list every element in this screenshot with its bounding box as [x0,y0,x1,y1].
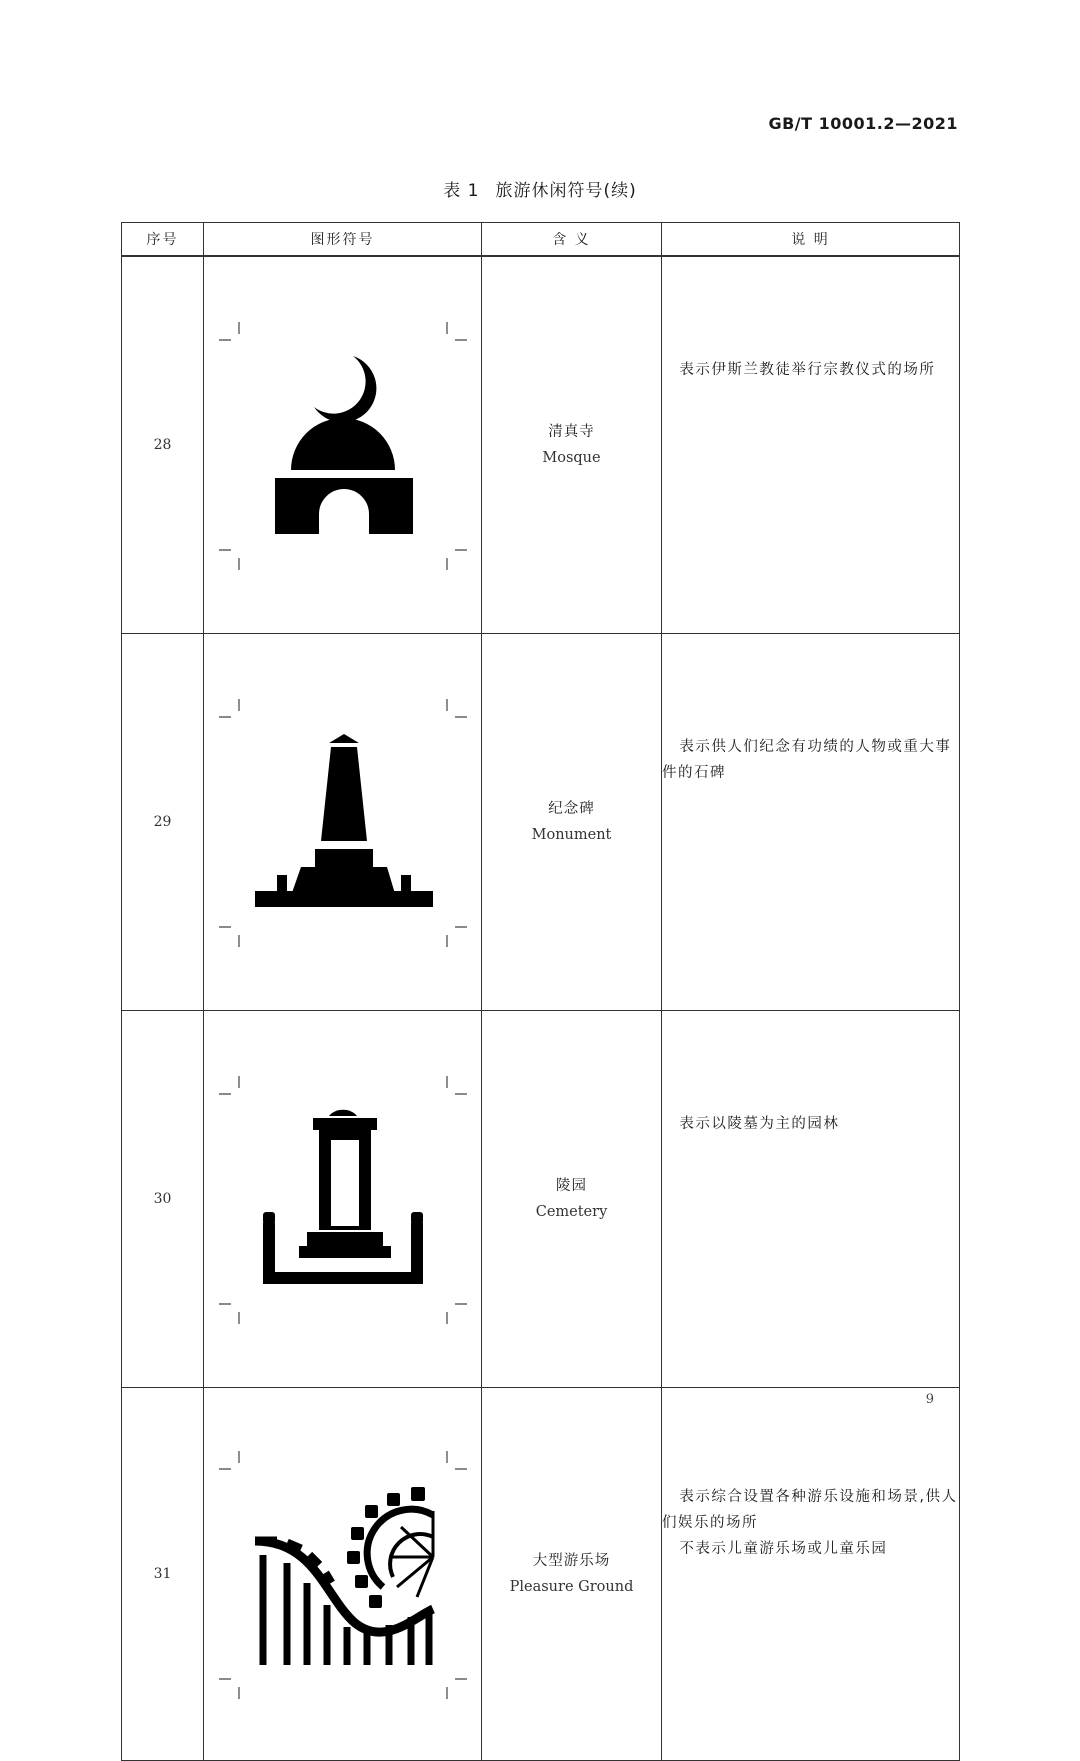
row-graphic [204,1388,482,1761]
monument-icon [205,685,481,959]
description-text: 不表示儿童游乐场或儿童乐园 [679,1541,888,1557]
row-seq: 31 [122,1388,204,1761]
col-header-seq: 序号 [122,223,204,257]
description-text: 表示伊斯兰教徒举行宗教仪式的场所 [679,362,936,378]
meaning-zh: 纪念碑 [548,801,595,817]
row-seq: 28 [122,256,204,634]
table-row [122,634,960,1011]
row-seq: 30 [122,1011,204,1388]
description-text: 表示供人们纪念有功绩的人物或重大事件的石碑 [662,739,952,781]
row-description [662,634,960,1011]
meaning-en: Cemetery [535,1204,608,1220]
meaning-en: Mosque [542,450,601,466]
mosque-icon [205,308,481,582]
row-description [662,1388,960,1761]
cemetery-icon [205,1062,481,1336]
table-number: 表 1 [443,181,480,201]
table-header-row [122,223,960,257]
row-description [662,256,960,634]
description-text: 表示综合设置各种游乐设施和场景,供人们娱乐的场所 [662,1489,958,1531]
meaning-en: Pleasure Ground [509,1579,634,1595]
table-title-text: 旅游休闲符号(续) [495,181,637,201]
row-meaning [482,1011,662,1388]
table-title [0,176,1080,201]
meaning-zh: 陵园 [556,1178,587,1194]
description-text: 表示以陵墓为主的园林 [679,1116,840,1132]
meaning-en: Monument [531,827,612,843]
meaning-zh: 清真寺 [548,424,595,440]
row-graphic [204,1011,482,1388]
row-seq: 29 [122,634,204,1011]
col-header-graphic: 图形符号 [204,223,482,257]
col-header-description: 说 明 [662,223,960,257]
row-description [662,1011,960,1388]
col-header-meaning: 含 义 [482,223,662,257]
row-graphic [204,256,482,634]
meaning-zh: 大型游乐场 [532,1553,611,1569]
table-row [122,256,960,634]
row-meaning [482,1388,662,1761]
row-meaning [482,256,662,634]
row-meaning [482,634,662,1011]
table-row [122,1388,960,1761]
symbol-table [121,222,960,1761]
pleasure-ground-icon [205,1437,481,1711]
table-row [122,1011,960,1388]
row-graphic [204,634,482,1011]
standard-code: GB/T 10001.2—2021 [768,114,958,133]
page-number: 9 [925,1392,934,1407]
